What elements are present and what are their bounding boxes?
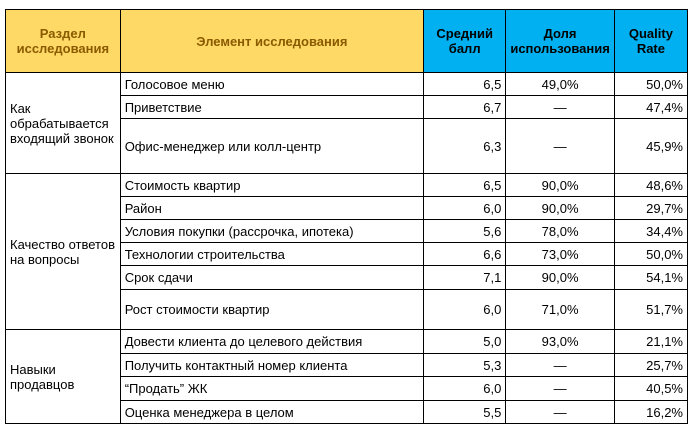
element-cell: Технологии строительства — [120, 243, 423, 266]
rate-cell: 40,5% — [614, 377, 687, 401]
share-cell: — — [506, 96, 615, 119]
rate-cell: 45,9% — [614, 119, 687, 174]
rate-cell: 21,1% — [614, 330, 687, 354]
score-cell: 5,0 — [424, 330, 506, 354]
element-cell: Приветствие — [120, 96, 423, 119]
share-cell: — — [506, 401, 615, 424]
score-cell: 6,0 — [424, 377, 506, 401]
score-cell: 6,0 — [424, 290, 506, 330]
header-share: Доля использования — [506, 10, 615, 73]
element-cell: Стоимость квартир — [120, 174, 423, 197]
share-cell: — — [506, 354, 615, 377]
score-cell: 6,6 — [424, 243, 506, 266]
header-row — [6, 10, 688, 73]
share-cell: — — [506, 119, 615, 174]
share-cell: 90,0% — [506, 266, 615, 290]
score-cell: 5,6 — [424, 220, 506, 243]
rate-cell: 25,7% — [614, 354, 687, 377]
element-cell: “Продать” ЖК — [120, 377, 423, 401]
score-cell: 6,3 — [424, 119, 506, 174]
rate-cell: 54,1% — [614, 266, 687, 290]
element-cell: Район — [120, 197, 423, 220]
rate-cell: 48,6% — [614, 174, 687, 197]
score-cell: 5,3 — [424, 354, 506, 377]
research-table-wrapper — [5, 9, 688, 424]
element-cell: Офис-менеджер или колл-центр — [120, 119, 423, 174]
section-sales-skills: Навыки продавцов — [6, 330, 121, 424]
element-cell: Довести клиента до целевого действия — [120, 330, 423, 354]
table-row — [6, 330, 688, 354]
section-incoming-call: Как обрабатывается входящий звонок — [6, 73, 121, 174]
share-cell: 49,0% — [506, 73, 615, 96]
element-cell: Срок сдачи — [120, 266, 423, 290]
rate-cell: 34,4% — [614, 220, 687, 243]
header-element: Элемент исследования — [120, 10, 423, 73]
table-row — [6, 73, 688, 96]
section-answer-quality: Качество ответов на вопросы — [6, 174, 121, 330]
element-cell: Рост стоимости квартир — [120, 290, 423, 330]
share-cell: 90,0% — [506, 174, 615, 197]
element-cell: Условия покупки (рассрочка, ипотека) — [120, 220, 423, 243]
element-cell: Оценка менеджера в целом — [120, 401, 423, 424]
table-row — [6, 174, 688, 197]
score-cell: 5,5 — [424, 401, 506, 424]
share-cell: — — [506, 377, 615, 401]
score-cell: 7,1 — [424, 266, 506, 290]
share-cell: 93,0% — [506, 330, 615, 354]
rate-cell: 51,7% — [614, 290, 687, 330]
header-section: Раздел исследования — [6, 10, 121, 73]
rate-cell: 47,4% — [614, 96, 687, 119]
score-cell: 6,7 — [424, 96, 506, 119]
score-cell: 6,5 — [424, 73, 506, 96]
rate-cell: 16,2% — [614, 401, 687, 424]
share-cell: 78,0% — [506, 220, 615, 243]
research-table — [5, 9, 688, 424]
rate-cell: 50,0% — [614, 243, 687, 266]
header-quality-rate: Quality Rate — [614, 10, 687, 73]
header-avg-score: Средний балл — [424, 10, 506, 73]
score-cell: 6,5 — [424, 174, 506, 197]
score-cell: 6,0 — [424, 197, 506, 220]
rate-cell: 50,0% — [614, 73, 687, 96]
share-cell: 71,0% — [506, 290, 615, 330]
element-cell: Получить контактный номер клиента — [120, 354, 423, 377]
element-cell: Голосовое меню — [120, 73, 423, 96]
share-cell: 73,0% — [506, 243, 615, 266]
rate-cell: 29,7% — [614, 197, 687, 220]
share-cell: 90,0% — [506, 197, 615, 220]
